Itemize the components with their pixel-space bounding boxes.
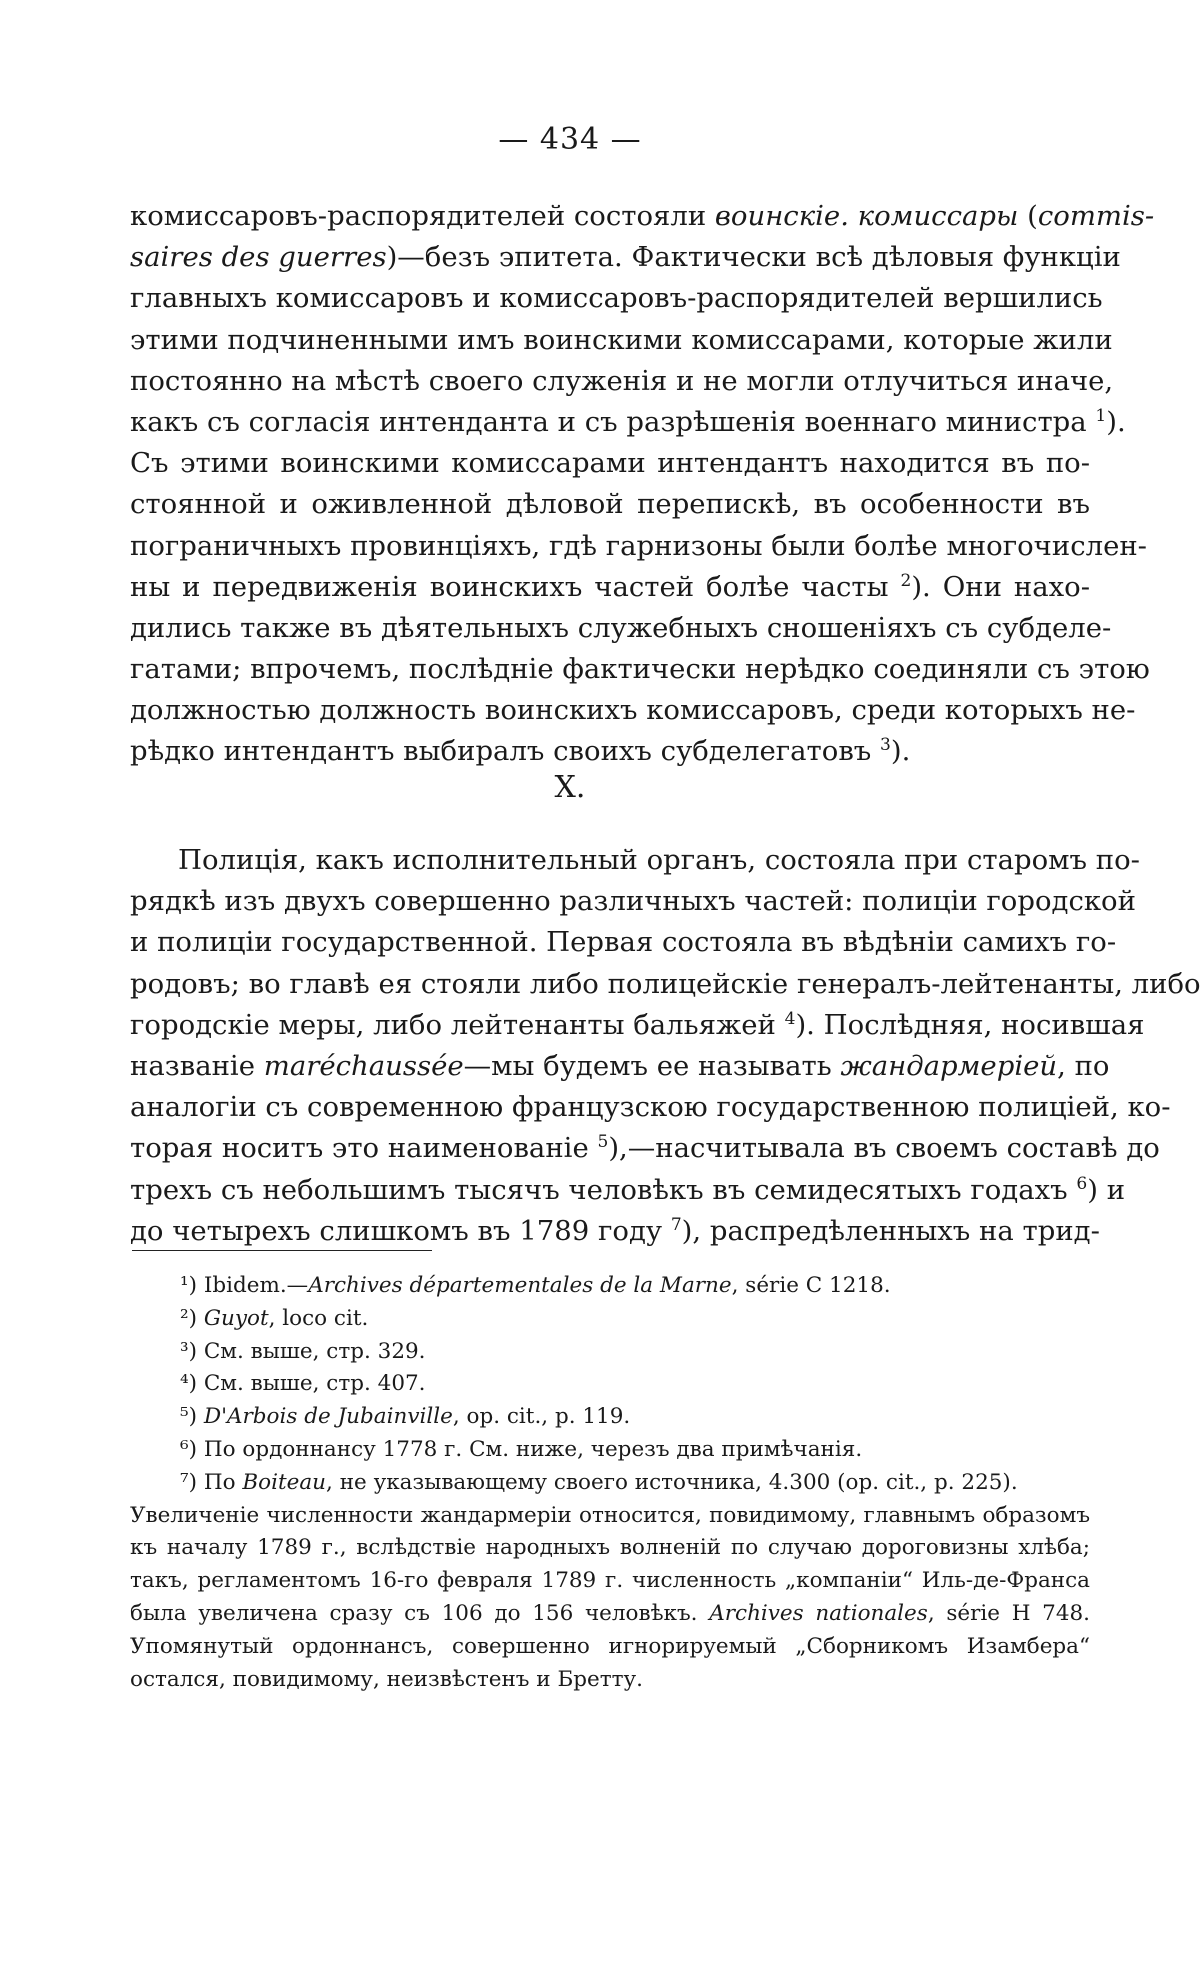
footnote-line: Увеличеніе численности жандармеріи относится, повидимому, главнымъ образомъ <box>130 1502 1090 1528</box>
paragraph-2-line: названіе maréchaussée—мы будемъ ее называть жандармеріей, по <box>130 1049 1110 1082</box>
paragraph-2 <box>130 840 1201 1252</box>
paragraph-1-line: стоянной и оживленной дѣловой перепискѣ, въ особенности въ <box>130 488 1090 521</box>
paragraph-1-line: гатами; впрочемъ, послѣдніе фактически нерѣдко соединяли съ этою <box>130 653 1150 686</box>
paragraph-2-line: до четырехъ слишкомъ въ 1789 году $^7$), распредѣленныхъ на трид- <box>130 1214 1100 1247</box>
paragraph-2-line: городскіе меры, либо лейтенанты бальяжей $^4$). Послѣдняя, носившая <box>130 1008 1145 1041</box>
section-heading: X. <box>554 770 586 805</box>
paragraph-1-line: этими подчиненными имъ воинскими комиссарами, которые жили <box>130 323 1113 356</box>
paragraph-1-line: главныхъ комиссаровъ и комиссаровъ-распорядителей вершились <box>130 282 1103 315</box>
paragraph-1-line: должностью должность воинскихъ комиссаровъ, среди которыхъ не- <box>130 694 1136 727</box>
paragraph-2-line: рядкѣ изъ двухъ совершенно различныхъ частей: полиціи городской <box>130 885 1136 918</box>
paragraph-1-line: комиссаровъ-распорядителей состояли воинскіе. комиссары (commis- <box>130 200 1155 232</box>
page-number: — 434 — <box>498 122 642 157</box>
footnote-line: ⁶) По ордоннансу 1778 г. См. ниже, черезъ два примѣчанія. <box>180 1436 863 1462</box>
paragraph-1-line: пограничныхъ провинціяхъ, гдѣ гарнизоны были болѣе многочислен- <box>130 529 1147 562</box>
footnote-line: ³) См. выше, стр. 329. <box>180 1338 426 1364</box>
paragraph-1-line: рѣдко интендантъ выбиралъ своихъ субделегатовъ $^3$). <box>130 735 911 768</box>
footnote-line: ¹) Ibidem.—Archives départementales de la Marne, série C 1218. <box>180 1273 891 1298</box>
paragraph-2-line: аналогіи съ современною французскою государственною полиціей, ко- <box>130 1091 1171 1124</box>
paragraph-1-line: Съ этими воинскими комиссарами интендантъ находится въ по- <box>130 447 1090 480</box>
paragraph-1-line: постоянно на мѣстѣ своего служенія и не могли отлучиться иначе, <box>130 364 1114 397</box>
footnote-line: остался, повидимому, неизвѣстенъ и Бретту. <box>130 1666 644 1692</box>
paragraph-1-line: saires des guerres)—безъ эпитета. Фактически всѣ дѣловыя функціи <box>130 241 1121 274</box>
footnote-line: была увеличена сразу съ 106 до 156 человѣкъ. Archives nationales, série H 748. <box>130 1600 1091 1626</box>
paragraph-2-line: Полиція, какъ исполнительный органъ, состояла при старомъ по- <box>178 844 1140 876</box>
paragraph-2-line: трехъ съ небольшимъ тысячъ человѣкъ въ семидесятыхъ годахъ $^6$) и <box>130 1173 1126 1206</box>
paragraph-2-line: родовъ; во главѣ ея стояли либо полицейскіе генералъ-лейтенанты, либо <box>130 967 1201 1000</box>
paragraph-1 <box>130 196 1155 773</box>
footnote-line: ⁴) См. выше, стр. 407. <box>180 1371 426 1397</box>
footnote-line: ⁷) По Boiteau, не указывающему своего источника, 4.300 (op. cit., p. 225). <box>180 1469 1018 1495</box>
footnotes <box>130 1270 1090 1696</box>
paragraph-1-line: дились также въ дѣятельныхъ служебныхъ сношеніяхъ съ субделе- <box>130 611 1112 644</box>
footnote-line: ⁵) D'Arbois de Jubainville, op. cit., p. 119. <box>180 1404 631 1430</box>
footnote-line: ²) Guyot, loco cit. <box>180 1305 369 1331</box>
footnote-line: къ началу 1789 г., вслѣдствіе народныхъ волненій по случаю дороговизны хлѣба; <box>130 1535 1090 1561</box>
paragraph-1-line: какъ съ согласія интенданта и съ разрѣшенія военнаго министра $^1$). <box>130 405 1126 438</box>
footnote-line: Упомянутый ордоннансъ, совершенно игнорируемый „Сборникомъ Изамбера“ <box>130 1633 1090 1659</box>
footnote-divider <box>132 1250 432 1251</box>
paragraph-1-line: ны и передвиженія воинскихъ частей болѣе часты $^2$). Они нахо- <box>130 570 1090 603</box>
footnote-line: такъ, регламентомъ 16-го февраля 1789 г. численность „компаніи“ Иль-де-Франса <box>130 1568 1090 1594</box>
paragraph-2-line: и полиціи государственной. Первая состояла въ вѣдѣніи самихъ го- <box>130 926 1117 959</box>
paragraph-2-line: торая носитъ это наименованіе $^5$),—насчитывала въ своемъ составѣ до <box>130 1132 1160 1165</box>
